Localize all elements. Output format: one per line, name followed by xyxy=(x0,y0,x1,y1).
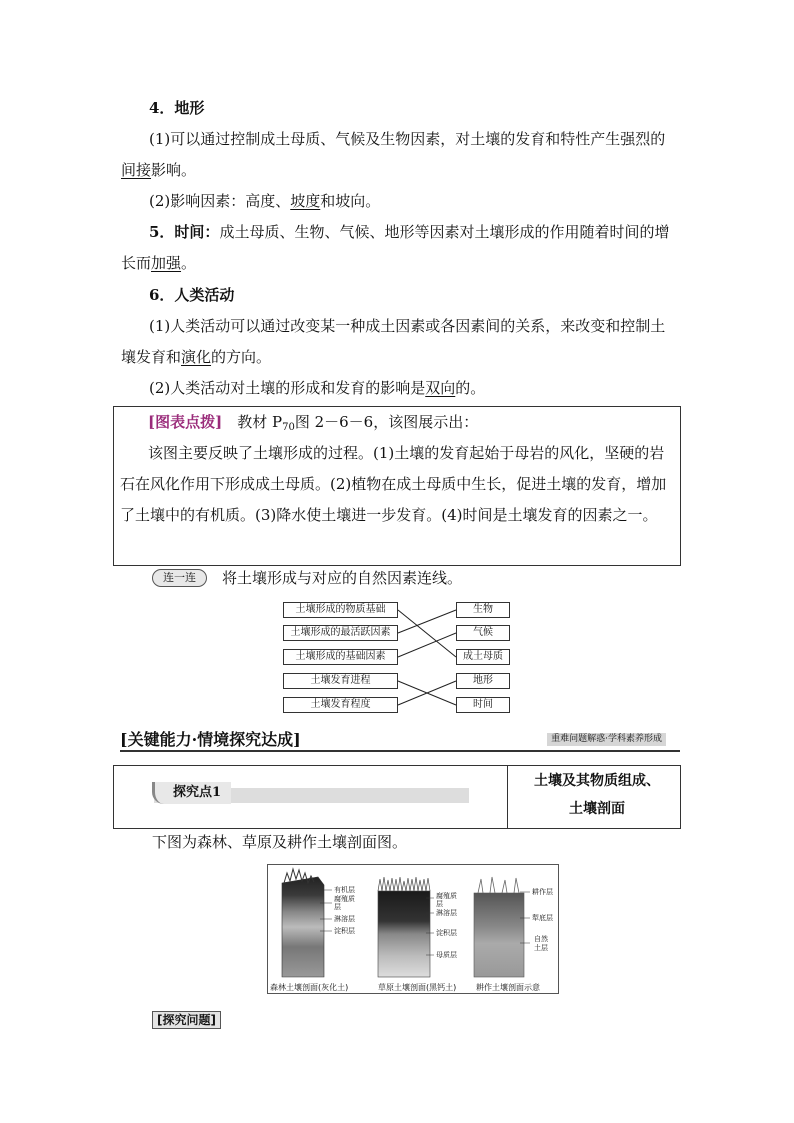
match-right-1[interactable]: 生物 xyxy=(456,602,510,618)
crop-label-tilled: 耕作层 xyxy=(532,888,553,896)
crop-label-natural-2: 土层 xyxy=(534,944,548,952)
match-instruction-row: 连一连 将土壤形成与对应的自然因素连线。 xyxy=(152,563,672,594)
heading-terrain: 4．地形 xyxy=(149,99,205,117)
match-line-3 xyxy=(398,633,456,657)
match-right-2[interactable]: 气候 xyxy=(456,625,510,641)
explore-divider xyxy=(507,766,508,828)
grassland-soil-block xyxy=(378,891,430,977)
figure-intro: 下图为森林、草原及耕作土壤剖面图。 xyxy=(152,833,408,851)
tip-body: 该图主要反映了土壤形成的过程。(1)土壤的发育起始于母岩的风化，坚硬的岩石在风化作用下形成成土母质。(2)植物在成土母质中生长，促进土壤的发育，增加了土壤中的有机质。(3)降水使土壤进一步发育。(4)时间是土壤发育的因素之一。 xyxy=(120,444,667,524)
heading-human: 6．人类活动 xyxy=(149,286,235,304)
crop-label-plowpan: 犁底层 xyxy=(532,914,553,922)
forest-label-humus-2: 层 xyxy=(334,903,341,911)
forest-label-organic: 有机层 xyxy=(334,886,355,894)
grass-label-parent: 母质层 xyxy=(436,951,457,959)
soil-profile-figure xyxy=(267,864,559,994)
human-p2: (2)人类活动对土壤的形成和发育的影响是双向的。 xyxy=(149,379,486,397)
grass-caption: 草原土壤剖面(黑钙土) xyxy=(378,983,457,992)
match-left-2[interactable]: 土壤形成的最活跃因素 xyxy=(283,625,398,641)
forest-label-eluvial: 淋溶层 xyxy=(334,915,355,923)
terrain-p1: (1)可以通过控制成土母质、气候及生物因素，对土壤的发育和特性产生强烈的间接影响。 xyxy=(121,130,666,179)
match-right-5[interactable]: 时间 xyxy=(456,697,510,713)
human-p1: (1)人类活动可以通过改变某一种成土因素或各因素间的关系，来改变和控制土壤发育和演化的方向。 xyxy=(121,317,666,366)
explore-point-box xyxy=(113,765,681,829)
grass-label-humus-2: 层 xyxy=(436,900,443,908)
grass-label-illuvial: 淀积层 xyxy=(436,929,457,937)
forest-soil-block xyxy=(282,877,324,977)
match-line-2 xyxy=(398,610,456,633)
tip-intro: [图表点拨] 教材 $P_{70}$图 2－6－6，该图展示出： xyxy=(148,413,479,433)
match-right-3[interactable]: 成土母质 xyxy=(456,649,510,665)
section-right-tag: 重难问题解惑·学科素养形成 xyxy=(547,733,666,746)
grass-label-humus: 腐殖质 xyxy=(436,892,457,900)
cropland-soil-block xyxy=(474,893,524,977)
match-left-4[interactable]: 土壤发育进程 xyxy=(283,673,398,689)
explore-title-line2: 土壤剖面 xyxy=(569,801,625,817)
grass-label-eluvial: 淋溶层 xyxy=(436,909,457,917)
explore-badge: 探究点1 xyxy=(152,782,231,804)
explore-title-line1: 土壤及其物质组成、 xyxy=(534,773,660,789)
crop-caption: 耕作土壤剖面示意 xyxy=(476,983,540,992)
explore-question-tag: [探究问题] xyxy=(152,1011,221,1029)
forest-label-illuvial: 淀积层 xyxy=(334,927,355,935)
forest-caption: 森林土壤剖面(灰化土) xyxy=(270,983,349,992)
match-badge: 连一连 xyxy=(152,569,207,587)
grassland-vegetation xyxy=(378,877,430,891)
cropland-vegetation xyxy=(478,877,519,893)
section-heading xyxy=(120,730,680,752)
soil-profile-graphic xyxy=(268,865,558,993)
match-left-3[interactable]: 土壤形成的基础因素 xyxy=(283,649,398,665)
match-line-1 xyxy=(398,610,456,657)
match-left-1[interactable]: 土壤形成的物质基础 xyxy=(283,602,398,618)
section-title: [关键能力·情境探究达成] xyxy=(120,730,301,749)
terrain-p2: (2)影响因素：高度、坡度和坡向。 xyxy=(149,192,381,210)
match-right-4[interactable]: 地形 xyxy=(456,673,510,689)
time-paragraph: 5．时间：成土母质、生物、气候、地形等因素对土壤形成的作用随着时间的增长而加强。 xyxy=(121,223,670,272)
forest-label-humus: 腐殖质 xyxy=(334,895,355,903)
match-left-5[interactable]: 土壤发育程度 xyxy=(283,697,398,713)
crop-label-natural: 自然 xyxy=(534,935,548,943)
